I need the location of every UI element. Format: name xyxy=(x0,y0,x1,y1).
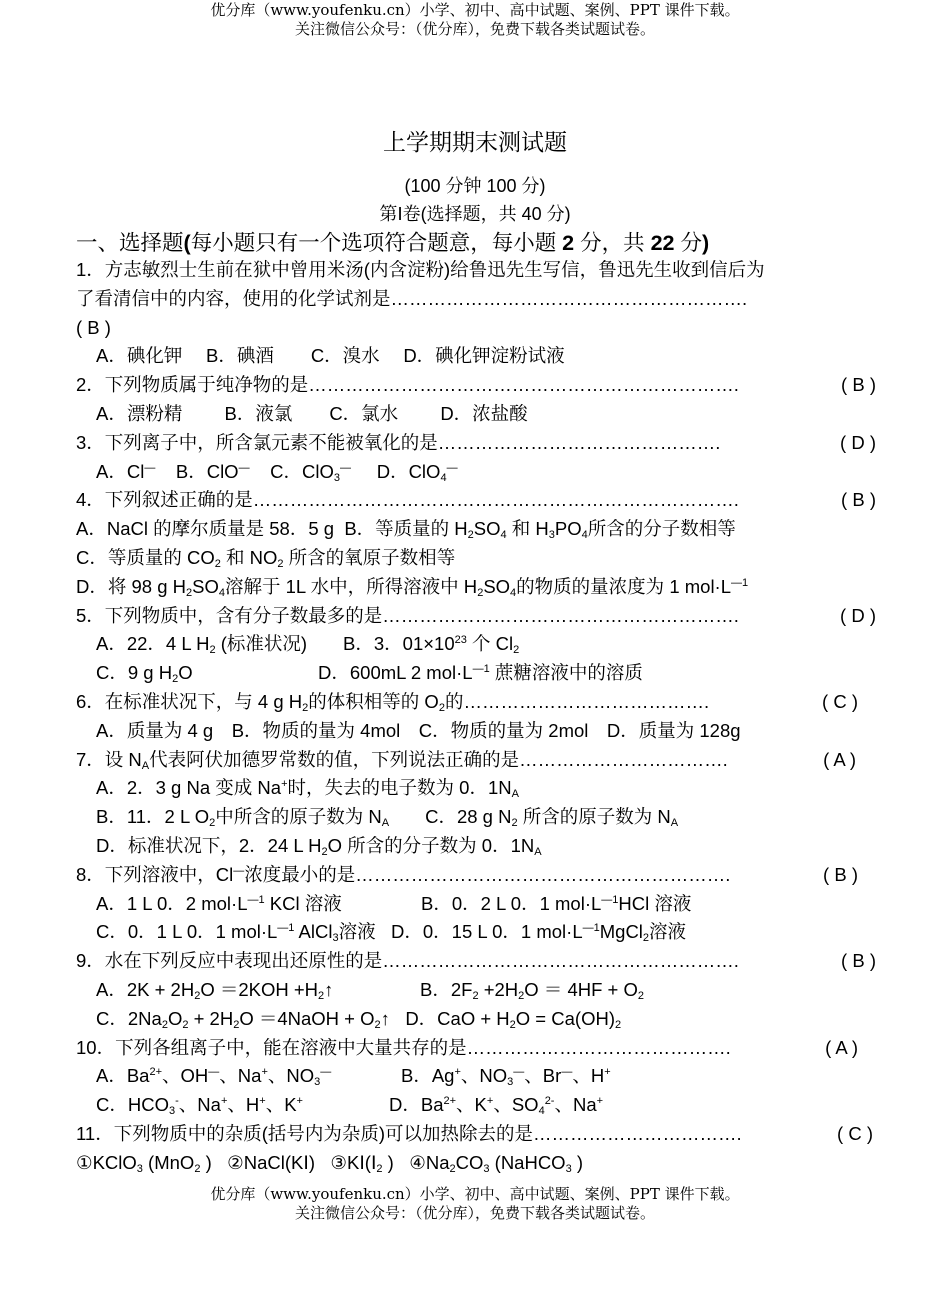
question-10-option-c: C．$HCO_3^-$、Na+、H+、K+ xyxy=(96,1094,303,1118)
question-4-options-ab xyxy=(76,515,876,544)
question-8-stem: 8．下列溶液中，Cl—浓度最小的是……………………………………………………. ( B ) xyxy=(76,861,858,890)
section-heading xyxy=(76,226,709,257)
question-7-answer: ( A ) xyxy=(823,748,856,770)
question-1-options xyxy=(76,342,876,371)
section-text-2: 分，共 xyxy=(574,231,651,255)
question-1-answer: ( B ) xyxy=(76,316,111,338)
question-5-stem-text: 5．下列物质中，含有分子数最多的是…………………………………………………. xyxy=(76,604,739,626)
question-10-option-a: A．$Ba^{2+}$、OH—、Na+、$NO_3^—$ xyxy=(96,1065,332,1089)
section-points-each: 2 xyxy=(562,231,575,255)
question-9-options-ab xyxy=(76,976,876,1005)
page-header xyxy=(0,1,950,39)
question-11-option-3: $③KⅠ(Ⅰ_2$ ) xyxy=(330,1151,394,1175)
question-6-options-text: A．质量为 4 g B．物质的量为 4mol C．物质的量为 2mol D．质量为 128g xyxy=(96,719,741,741)
question-9-option-c: C．$2Na_2O_2 + 2H_2O$ ＝4NaOH + $O_2↑$ xyxy=(96,1007,390,1031)
question-8-option-d: D．0．15 L 0．1 $mol\cdot L^{—1}MgCl_2$溶液 xyxy=(391,921,687,945)
question-11-option-2: ②NaCl(KⅠ) xyxy=(227,1151,315,1173)
question-9-stem xyxy=(76,947,876,976)
question-2-options-text: A．漂粉精 B．液氯 C．氯水 D．浓盐酸 xyxy=(96,402,528,424)
question-5-options-cd xyxy=(76,659,876,688)
question-1-stem-text: 1．方志敏烈士生前在狱中曾用米汤(内含淀粉)给鲁迅先生写信，鲁迅先生收到信后为 xyxy=(76,259,765,280)
question-5-option-b: B．3．$01\times 10^{23}$ 个 $Cl_2$ xyxy=(343,633,520,657)
section-text-3: 分 xyxy=(674,231,702,255)
question-2-stem xyxy=(76,371,876,400)
section-bracket-open: ( xyxy=(183,231,191,255)
question-2-options xyxy=(76,400,876,429)
exam-subtitle: (100 分钟 100 分) xyxy=(404,176,546,196)
question-3-stem xyxy=(76,429,876,458)
question-4-option-c: C．等质量的 $CO_2$ 和 $NO_2$ 所含的氧原子数相等 xyxy=(76,546,456,570)
question-list xyxy=(76,256,876,1178)
question-6-stem: 6．在标准状况下，与 4 g $H_2$的体积相等的 $O_2$的…………………………………. ( C ) xyxy=(76,688,858,717)
question-10-stem xyxy=(76,1034,858,1063)
question-5-stem xyxy=(76,602,876,631)
question-7-option-b: B．11．2 L $O_2$中所含的原子数为 $N_A$ xyxy=(96,806,390,830)
question-1-stem-line-1 xyxy=(76,256,876,285)
header-line-1: 优分库（www.youfenku.cn）小学、初中、高中试题、案例、PPT 课件下载。 xyxy=(210,1,740,19)
question-4-option-a: A．NaCl 的摩尔质量是 58．5 g xyxy=(76,518,335,540)
question-8-options-cd xyxy=(76,918,876,947)
question-5-options-ab xyxy=(76,630,876,659)
question-11-answer: ( C ) xyxy=(837,1122,873,1144)
question-3-option-b: B．ClO— xyxy=(175,460,250,482)
question-4-answer: ( B ) xyxy=(841,489,876,511)
question-7-options-bc xyxy=(76,803,876,832)
question-5-option-c: C．9 g $H_2O$ xyxy=(96,662,193,686)
footer-line-2: 关注微信公众号：（优分库），免费下载各类试题试卷。 xyxy=(294,1204,655,1222)
question-1-options-text: A．碘化钾 B．碘酒 C．溴水 D．碘化钾淀粉试液 xyxy=(96,345,565,367)
question-9-stem-text: 9．水在下列反应中表现出还原性的是…………………………………………………. xyxy=(76,950,739,972)
question-9-option-d: D．CaO + $H_2O = Ca(OH)_2$ xyxy=(405,1007,622,1031)
question-11-options xyxy=(76,1149,876,1178)
question-8-answer: ( B ) xyxy=(823,863,858,885)
question-11-option-1: ①KClO$_3$ (MnO$_2$ ) xyxy=(76,1151,212,1175)
question-4-stem xyxy=(76,486,876,515)
question-10-stem-text: 10．下列各组离子中，能在溶液中大量共存的是……………………………………. xyxy=(76,1036,731,1058)
question-2-stem-text: 2．下列物质属于纯净物的是……………………………………………………………. xyxy=(76,374,739,396)
page-title: 上学期期末测试题 xyxy=(383,130,567,156)
question-7-stem: 7．设 $N_A$代表阿伏加德罗常数的值，下列说法正确的是……………………………. ( A ) xyxy=(76,746,856,775)
question-6-answer: ( C ) xyxy=(822,690,858,712)
question-3-options xyxy=(76,458,876,487)
question-10-option-b: B．Ag+、$NO_3^—$、Br—、H+ xyxy=(401,1065,611,1089)
section-points-total: 22 xyxy=(650,231,675,255)
question-1-stem-text-2: 了看清信中的内容，使用的化学试剂是…………………………………………………. xyxy=(76,287,748,309)
question-6-options xyxy=(76,717,876,746)
question-10-answer: ( A ) xyxy=(825,1036,858,1058)
question-7-option-c: C．28 g $N_2$ 所含的原子数为 $N_A$ xyxy=(425,806,679,830)
page-footer xyxy=(0,1185,950,1223)
question-9-options-cd xyxy=(76,1005,876,1034)
question-11-option-4: $④Na_2CO_3$ (NaHCO$_3$ ) xyxy=(409,1151,584,1175)
question-10-options-cd xyxy=(76,1091,876,1120)
question-3-option-c: C．ClO$_3$— xyxy=(270,460,351,484)
question-10-option-d: D．$Ba^{2+}$、K+、$SO_4^{2-}$、Na+ xyxy=(389,1094,604,1118)
question-9-answer: ( B ) xyxy=(841,950,876,972)
question-5-option-a: A．22．4 L $H_2$ (标准状况) xyxy=(96,633,308,657)
section-bracket-close: ) xyxy=(702,231,710,255)
section-prefix: 一、选择题 xyxy=(76,231,184,255)
question-5-option-d: D．600mL 2 $mol\cdot L^{—1}$ 蔗糖溶液中的溶质 xyxy=(318,662,643,684)
question-11-stem-text: 11．下列物质中的杂质(括号内为杂质)可以加热除去的是……………………………. xyxy=(76,1122,742,1144)
question-3-answer: ( D ) xyxy=(840,431,876,453)
question-8-option-a: A．1 L 0．2 $mol\cdot L^{—1}$ KCl 溶液 xyxy=(96,892,342,914)
question-5-answer: ( D ) xyxy=(840,604,876,626)
question-1-stem-line-2 xyxy=(76,285,876,314)
question-1-answer-line xyxy=(76,314,876,343)
question-8-option-b: B．0．2 L 0．1 $mol\cdot L^{—1}HCl$ 溶液 xyxy=(421,892,692,914)
question-7-option-d: D．标准状况下，2．24 L $H_2O$ 所含的分子数为 0．$1N_A$ xyxy=(96,834,542,858)
question-10-options-ab xyxy=(76,1062,876,1091)
question-11-stem xyxy=(76,1120,873,1149)
question-4-option-d: D．将 98 g $H_2SO_4$溶解于 1L 水中，所得溶液中 $H_2SO_4$的物质的量浓度为 1 $mol\cdot L^{—1}$ xyxy=(76,575,749,599)
question-8-options-ab xyxy=(76,890,876,919)
question-4-option-b: B．等质量的 $H_2SO_4$ 和 $H_3PO_4$所含的分子数相等 xyxy=(344,518,736,542)
question-3-option-a: A．Cl— xyxy=(96,460,156,482)
question-4-stem-text: 4．下列叙述正确的是……………………………………………………………………. xyxy=(76,489,739,511)
footer-line-1: 优分库（www.youfenku.cn）小学、初中、高中试题、案例、PPT 课件下载。 xyxy=(210,1185,740,1203)
volume-heading: 第Ⅰ卷(选择题，共 40 分) xyxy=(379,204,571,224)
question-7-option-a: A．2．3 g Na 变成 Na+时，失去的电子数为 0．$1N_A$ xyxy=(96,777,519,801)
question-8-option-c: C．0．1 L 0．1 $mol\cdot L^{—1}$ AlCl$_3$溶液 xyxy=(96,921,376,945)
section-text-1: 每小题只有一个选项符合题意，每小题 xyxy=(190,231,563,255)
header-line-2: 关注微信公众号：（优分库），免费下载各类试题试卷。 xyxy=(294,20,655,38)
question-9-option-b: B．$2F_2 +2H_2O = 4HF + O_2$ xyxy=(420,978,644,1002)
question-3-option-d: D．ClO$_4$— xyxy=(376,460,458,484)
question-9-option-a: A．$2K + 2H_2O =2KOH$ $+H_2↑$ xyxy=(96,978,334,1002)
question-2-answer: ( B ) xyxy=(841,374,876,396)
question-3-stem-text: 3．下列离子中，所含氯元素不能被氧化的是………………………………………. xyxy=(76,431,721,453)
